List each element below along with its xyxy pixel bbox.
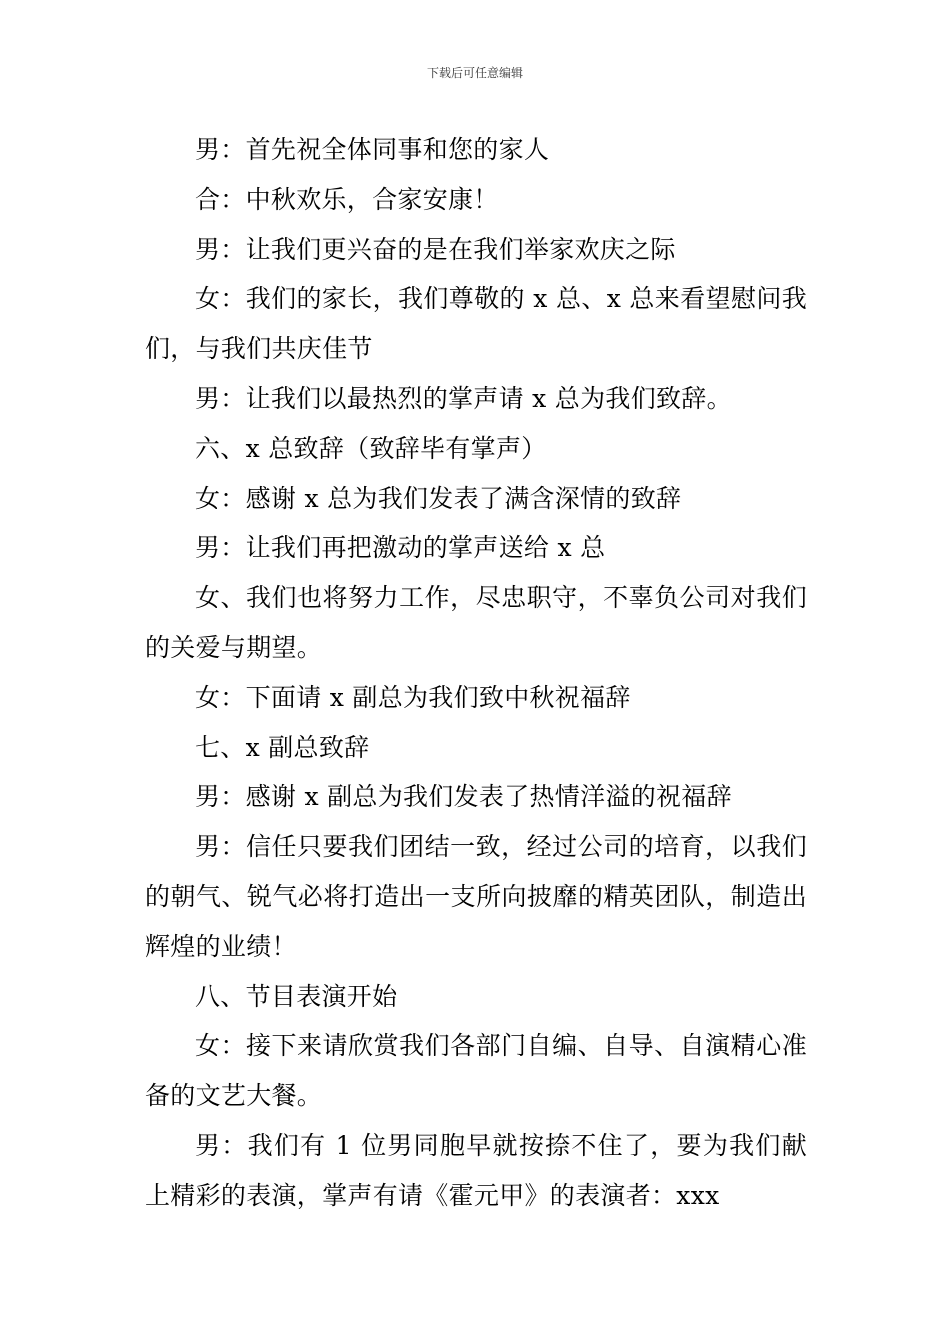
document-body [145,125,807,1221]
paragraph: 合：中秋欢乐，合家安康！ [195,184,499,214]
section-heading: 七、x 副总致辞 [195,732,370,762]
section-heading: 八、节目表演开始 [195,981,398,1011]
paragraph: 女、我们也将努力工作，尽忠职守，不辜负公司对我们的关爱与期望。 [145,583,807,662]
paragraph: 男：感谢 x 副总为我们发表了热情洋溢的祝福辞 [195,782,732,812]
paragraph: 男：我们有 1 位男同胞早就按捺不住了，要为我们献上精彩的表演，掌声有请《霍元甲》的表演者：xxx [145,1130,807,1210]
paragraph: 女：我们的家长，我们尊敬的 x 总、x 总来看望慰问我们，与我们共庆佳节 [145,284,807,364]
paragraph: 男：首先祝全体同事和您的家人 [195,135,550,164]
page-header: 下载后可任意编辑 [426,66,523,80]
section-heading: 六、x 总致辞（致辞毕有掌声） [195,433,547,463]
paragraph: 男：让我们以最热烈的掌声请 x 总为我们致辞。 [195,383,732,413]
paragraph: 女：下面请 x 副总为我们致中秋祝福辞 [195,682,631,712]
paragraph: 男：让我们更兴奋的是在我们举家欢庆之际 [195,234,676,264]
paragraph: 男：让我们再把激动的掌声送给 x 总 [195,533,606,563]
paragraph: 男：信任只要我们团结一致，经过公司的培育，以我们的朝气、锐气必将打造出一支所向披靡的精英团队，制造出辉煌的业绩！ [145,832,807,961]
paragraph: 女：接下来请欣赏我们各部门自编、自导、自演精心准备的文艺大餐。 [145,1031,807,1111]
paragraph: 女：感谢 x 总为我们发表了满含深情的致辞 [195,483,682,513]
